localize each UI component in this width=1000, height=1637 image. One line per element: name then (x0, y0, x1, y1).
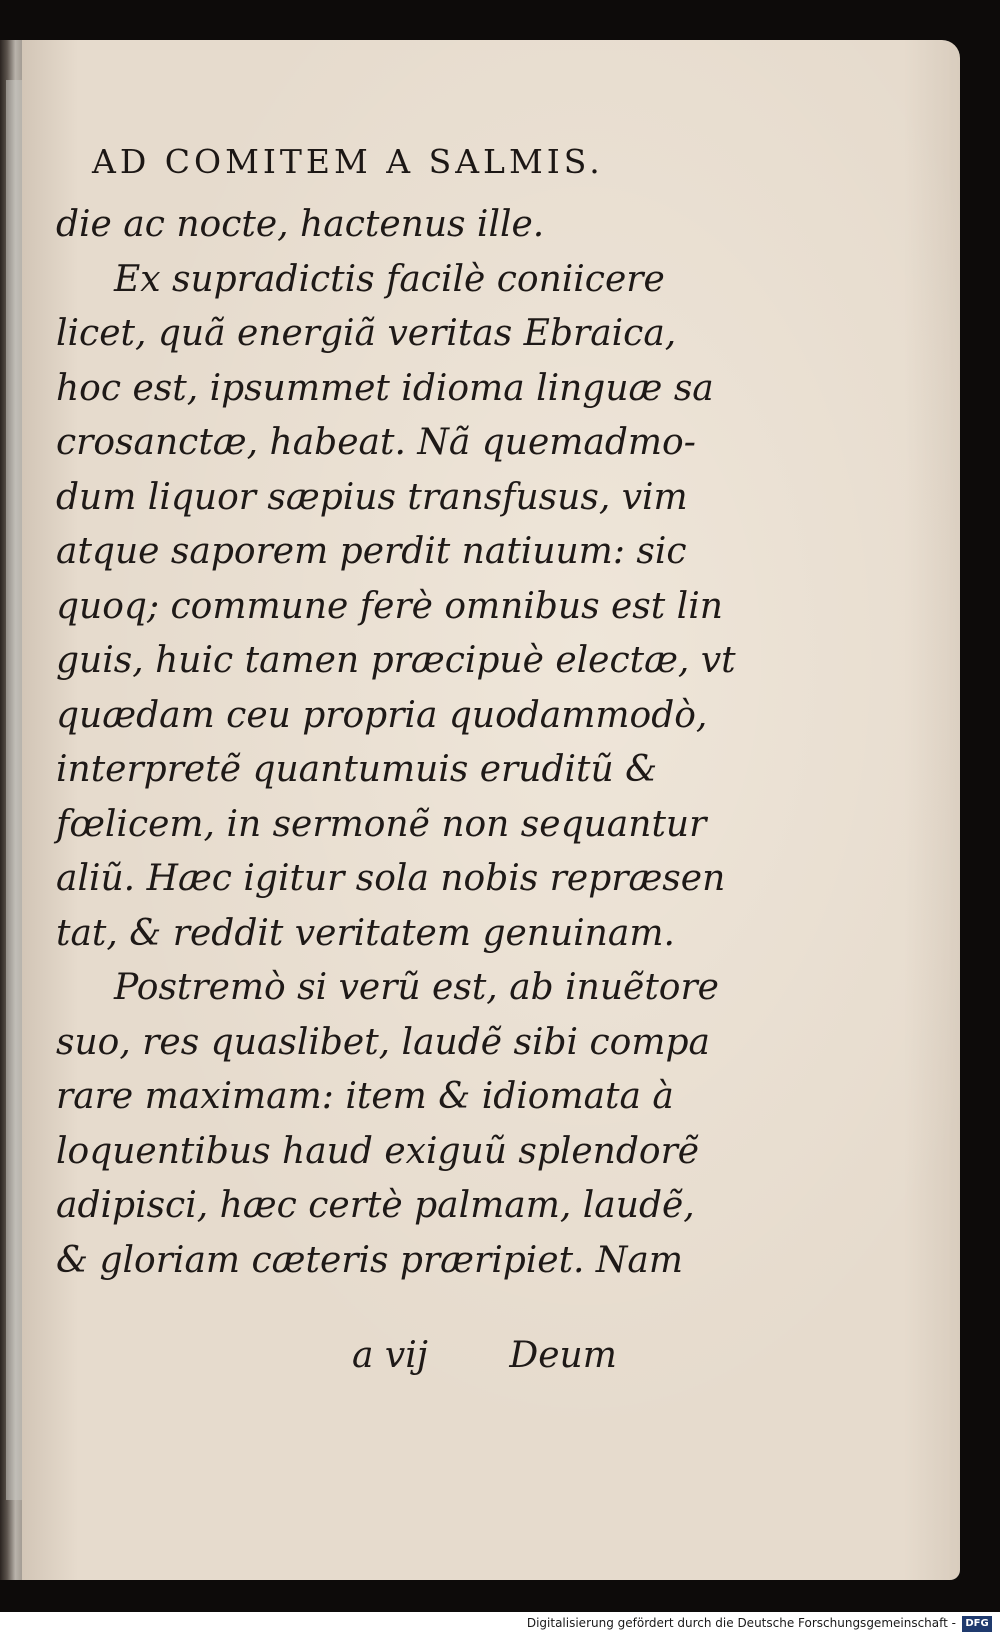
signature-mark: a vij (352, 1335, 428, 1376)
body-text (56, 198, 736, 1288)
text-line: hoc est, ipsummet idioma linguæ sa (56, 367, 714, 409)
text-line: Ex supradictis facilè coniicere (114, 258, 665, 300)
text-line: dum liquor sæpius transfusus, vim (56, 476, 688, 518)
text-line: Postremò si verũ est, ab inuẽtore (114, 967, 719, 1008)
text-line: adipisci, hæc certè palmam, laudẽ, (56, 1185, 695, 1226)
text-line: atque saporem perdit natiuum: sic (56, 531, 687, 572)
text-line: guis, huic tamen præcipuè electæ, vt (56, 640, 736, 681)
catchword: Deum (509, 1335, 617, 1376)
text-line: aliũ. Hæc igitur sola nobis repræsen (56, 858, 726, 899)
text-line: rare maximam: item & idiomata à (56, 1076, 674, 1117)
digitization-footer (0, 1612, 1000, 1637)
text-line: crosanctæ, habeat. Nã quemadmo- (56, 422, 696, 463)
footer-credit: Digitalisierung gefördert durch die Deutsche Forschungsgemeinschaft - (526, 1616, 956, 1630)
text-line: tat, & reddit veritatem genuinam. (56, 912, 675, 954)
text-line: licet, quã energiã veritas Ebraica, (56, 313, 677, 354)
dfg-logo: DFG (962, 1616, 992, 1632)
text-line: fœlicem, in sermonẽ non sequantur (56, 803, 707, 845)
text-line: quoq; commune ferè omnibus est lin (56, 585, 723, 627)
text-line: quædam ceu propria quodammodò, (56, 694, 708, 736)
text-line: interpretẽ quantumuis eruditũ & (56, 749, 658, 790)
text-line: suo, res quaslibet, laudẽ sibi compa (56, 1021, 710, 1063)
text-line: die ac nocte, hactenus ille. (56, 204, 545, 245)
running-head: AD COMITEM A SALMIS. (92, 142, 604, 181)
text-line: & gloriam cæteris præripiet. Nam (56, 1239, 684, 1281)
text-line: loquentibus haud exiguũ splendorẽ (56, 1130, 700, 1172)
signature-line (352, 1335, 617, 1376)
